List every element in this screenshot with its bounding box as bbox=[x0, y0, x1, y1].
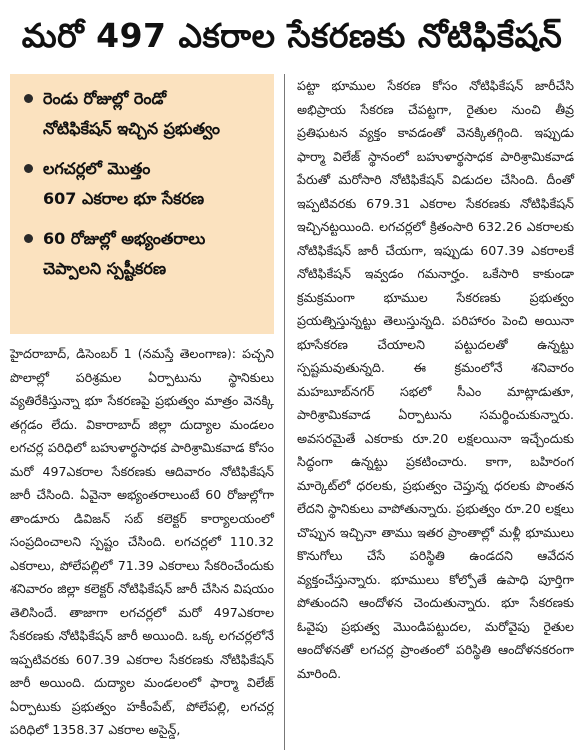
bullet-icon bbox=[24, 234, 33, 243]
headline: మరో 497 ఎకరాల సేకరణకు నోటిఫికేషన్ bbox=[21, 15, 563, 55]
bullet-icon bbox=[24, 94, 33, 103]
highlight-text: 60 రోజుల్లో అభ్యంతరాలు చెప్పాలని స్పష్టీకరణ bbox=[43, 229, 206, 278]
body-text-left: హైదరాబాద్, డిసెంబర్ 1 (నమస్తే తెలంగాణ): పచ్చని పొలాల్లో పరిశ్రమల ఏర్పాటును స్థానికులు వ్యతిరేకిస్తున్నా భూ సేకరణపై ప్రభుత్వం మాత్రం వెనక్కి తగ్గడం లేదు. వికారాబాద్ జిల్లా దుద్యాల మండలం లగచర్ల పరిధిలో బహుళార్థసాధక పారిశ్రామికవాడ కోసం మరో 497ఎకరాల సేకరణకు ఆదివారం నోటిఫికేషన్ జారీ చేసింది. ఏవైనా అభ్యంతరాలుంటే 60 రోజుల్లోగా తాండూరు డివిజన్ సబ్ కలెక్టర్ కార్యాలయంలో సంప్రదించాలని స్పష్టం చేసింది. లగచర్లలో 110.32 ఎకరాలు, పోలేపల్లిలో 71.39 ఎకరాలు సేకరించేందుకు శనివారం జిల్లా కలెక్టర్ నోటిఫికేషన్ జారీ చేసిన విషయం తెలిసిందే. తాజాగా లగచర్లలో మరో 497ఎకరాల సేకరణకు నోటిఫికేషన్ జారీ అయింది. ఒక్క లగచర్లలోనే ఇప్పటివరకు 607.39 ఎకరాల సేకరణకు నోటిఫికేషన్ జారీ అయింది. దుద్యాల మండలంలో ఫార్మా విలేజ్ ఏర్పాటుకు ప్రభుత్వం హకీంపేట్, పోలేపల్లి, లగచర్ల పరిధిలో 1358.37 ఎకరాల అసైన్డ్, bbox=[10, 346, 274, 737]
highlight-text: రెండు రోజుల్లో రెండో నోటిఫికేషన్ ఇచ్చిన ప్రభుత్వం bbox=[43, 89, 221, 138]
highlight-item bbox=[24, 154, 264, 214]
highlight-text: లగచర్లలో మొత్తం 607 ఎకరాల భూ సేకరణ bbox=[43, 159, 205, 208]
body-text-right: పట్టా భూముల సేకరణ కోసం నోటిఫికేషన్ జారీచేసి అభిప్రాయ సేకరణ చేపట్టగా, రైతుల నుంచి తీవ్ర ప్రతిఘటన వ్యక్తం కావడంతో వెనక్కితగ్గింది. ఇప్పుడు ఫార్మా విలేజ్ స్థానంలో బహుళార్థసాధక పారిశ్రామికవాడ పేరుతో మరోసారి నోటిఫికేషన్ విడుదల చేసింది. దీంతో ఇప్పటివరకు 679.31 ఎకరాల సేకరణకు నోటిఫికేషన్ ఇచ్చినట్టయింది. లగచర్లలో క్రితంసారి 632.26 ఎకరాలకు నోటిఫికేషన్ జారీ చేయగా, ఇప్పుడు 607.39 ఎకరాలకే నోటిఫికేషన్ ఇవ్వడం గమనార్హం. ఒకేసారి కాకుండా క్రమక్రమంగా భూముల సేకరణకు ప్రభుత్వం ప్రయత్నిస్తున్నట్టు తెలుస్తున్నది. పరిహారం పెంచి అయినా భూసేకరణ చేయాలని పట్టుదలతో ఉన్నట్టు స్పష్టమవుతున్నది. ఈ క్రమంలోనే శనివారం మహబూబ్‌నగర్ సభలో సీఎం మాట్లాడుతూ, పారిశ్రామికవాడ ఏర్పాటును సమర్థించుకున్నారు. అవసరమైతే ఎకరాకు రూ.20 లక్షలయినా ఇచ్చేందుకు సిద్ధంగా ఉన్నట్టు ప్రకటించారు. కాగా, బహిరంగ మార్కెట్‌లో ధరలకు, ప్రభుత్వం చెప్తున్న ధరలకు పొంతన లేదని స్థానికులు వాపోతున్నారు. ప్రభుత్వం రూ.20 లక్షలు చొప్పున ఇచ్చినా తాము ఇతర ప్రాంతాల్లో మళ్లీ భూములు కొనుగోలు చేసే పరిస్థితి ఉండదని ఆవేదన వ్యక్తంచేస్తున్నారు. భూములు కోల్పోతే ఉపాధి పూర్తిగా పోతుందని ఆందోళన చెందుతున్నారు. భూ సేకరణకు ఓవైపు ప్రభుత్వ మొండిపట్టుదల, మరోవైపు రైతుల ఆందోళనతో లగచర్ల ప్రాంతంలో పరిస్థితి ఆందోళనకరంగా మారింది. bbox=[297, 78, 574, 681]
left-column bbox=[10, 74, 284, 750]
highlight-item bbox=[24, 84, 264, 144]
right-column bbox=[284, 74, 574, 750]
highlights-box bbox=[10, 74, 274, 334]
highlight-item bbox=[24, 224, 264, 284]
article-columns bbox=[10, 74, 574, 750]
bullet-icon bbox=[24, 164, 33, 173]
